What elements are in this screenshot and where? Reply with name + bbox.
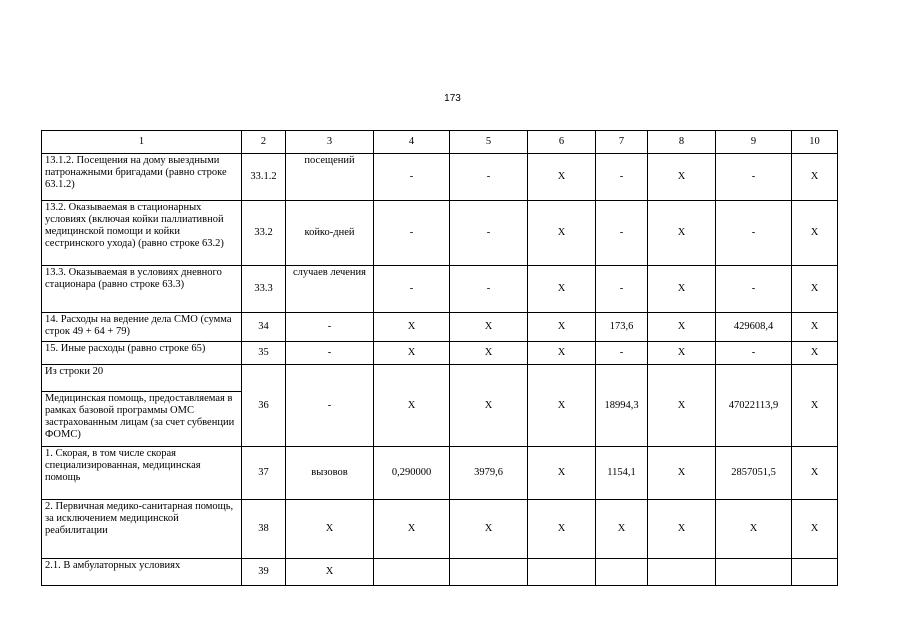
table-cell: 2857051,5 — [716, 447, 792, 500]
table-cell: Х — [792, 342, 838, 365]
data-table — [41, 130, 838, 586]
row-code: 35 — [242, 342, 286, 365]
table-cell: - — [374, 201, 450, 266]
table-cell — [648, 559, 716, 586]
table-cell: Х — [528, 313, 596, 342]
row-code: 36 — [242, 365, 286, 447]
table-cell: Х — [528, 154, 596, 201]
table-cell: - — [450, 154, 528, 201]
row-code: 33.2 — [242, 201, 286, 266]
row-label: 13.1.2. Посещения на дому выездными патронажными бригадами (равно строке 63.1.2) — [42, 154, 242, 201]
table-cell: - — [450, 201, 528, 266]
table-cell: - — [450, 266, 528, 313]
row-unit: - — [286, 342, 374, 365]
column-header: 9 — [716, 131, 792, 154]
table-cell: Х — [374, 365, 450, 447]
table-row — [42, 201, 838, 266]
table-cell: Х — [792, 447, 838, 500]
table-cell: 47022113,9 — [716, 365, 792, 447]
row-unit: койко-дней — [286, 201, 374, 266]
row-code: 38 — [242, 500, 286, 559]
table-cell — [792, 559, 838, 586]
table-row — [42, 154, 838, 201]
table-cell: Х — [792, 365, 838, 447]
row-label: 14. Расходы на ведение дела СМО (сумма строк 49 + 64 + 79) — [42, 313, 242, 342]
page-number: 173 — [444, 93, 461, 104]
table-header-row — [42, 131, 838, 154]
table-cell: Х — [792, 500, 838, 559]
table-cell: Х — [596, 500, 648, 559]
table-row — [42, 559, 838, 586]
row-code: 33.1.2 — [242, 154, 286, 201]
table-row — [42, 266, 838, 313]
table-cell: Х — [648, 313, 716, 342]
table-cell: - — [374, 266, 450, 313]
table-cell: Х — [792, 154, 838, 201]
table-cell — [528, 559, 596, 586]
table-cell: 173,6 — [596, 313, 648, 342]
column-header: 10 — [792, 131, 838, 154]
table-cell: - — [596, 266, 648, 313]
table-cell: - — [374, 154, 450, 201]
table-cell: Х — [528, 365, 596, 447]
row-label: Медицинская помощь, предоставляемая в рамках базовой программы ОМС застрахованным лицам (за счет субвенции ФОМС) — [42, 392, 242, 447]
table-cell: Х — [716, 500, 792, 559]
table-cell: Х — [792, 201, 838, 266]
table-cell: Х — [528, 500, 596, 559]
table-cell: Х — [528, 201, 596, 266]
column-header: 7 — [596, 131, 648, 154]
row-label: 13.3. Оказываемая в условиях дневного стационара (равно строке 63.3) — [42, 266, 242, 313]
table-cell — [716, 559, 792, 586]
table-cell: 18994,3 — [596, 365, 648, 447]
column-header: 1 — [42, 131, 242, 154]
row-unit: посещений — [286, 154, 374, 201]
table-cell: - — [596, 201, 648, 266]
row-unit: Х — [286, 559, 374, 586]
column-header: 3 — [286, 131, 374, 154]
column-header: 6 — [528, 131, 596, 154]
row-unit: вызовов — [286, 447, 374, 500]
column-header: 4 — [374, 131, 450, 154]
row-code: 39 — [242, 559, 286, 586]
table-cell: Х — [792, 313, 838, 342]
table-cell: - — [716, 342, 792, 365]
table-cell: - — [596, 154, 648, 201]
table-cell: Х — [374, 313, 450, 342]
table-row — [42, 447, 838, 500]
table-cell — [450, 559, 528, 586]
table-cell: Х — [648, 266, 716, 313]
table-cell: Х — [450, 500, 528, 559]
table-cell: - — [596, 342, 648, 365]
table-cell: 0,290000 — [374, 447, 450, 500]
table-cell: - — [716, 154, 792, 201]
row-label: 2.1. В амбулаторных условиях — [42, 559, 242, 586]
column-header: 2 — [242, 131, 286, 154]
table-row — [42, 500, 838, 559]
table-cell: Х — [450, 365, 528, 447]
row-label: 13.2. Оказываемая в стационарных условиях (включая койки паллиативной медицинской помощи и койки сестринского ухода) (равно строке 63.2) — [42, 201, 242, 266]
table-cell: Х — [648, 365, 716, 447]
table-cell: Х — [374, 500, 450, 559]
table-cell: Х — [792, 266, 838, 313]
row-code: 33.3 — [242, 266, 286, 313]
column-header: 8 — [648, 131, 716, 154]
row-label: 1. Скорая, в том числе скорая специализированная, медицинская помощь — [42, 447, 242, 500]
row-label: 2. Первичная медико-санитарная помощь, за исключением медицинской реабилитации — [42, 500, 242, 559]
row-unit: - — [286, 365, 374, 447]
table-row — [42, 342, 838, 365]
table-cell — [374, 559, 450, 586]
table-cell: Х — [648, 342, 716, 365]
table-cell: Х — [528, 342, 596, 365]
row-code: 37 — [242, 447, 286, 500]
row-code: 34 — [242, 313, 286, 342]
table-row — [42, 313, 838, 342]
table-cell: Х — [528, 266, 596, 313]
table-cell: Х — [374, 342, 450, 365]
row-unit: случаев лечения — [286, 266, 374, 313]
table-cell: 1154,1 — [596, 447, 648, 500]
table-cell: Х — [450, 342, 528, 365]
table-cell: Х — [648, 500, 716, 559]
row-label: 15. Иные расходы (равно строке 65) — [42, 342, 242, 365]
table-cell: 429608,4 — [716, 313, 792, 342]
row-unit: - — [286, 313, 374, 342]
table-cell: Х — [528, 447, 596, 500]
table-cell: Х — [450, 313, 528, 342]
row-unit: Х — [286, 500, 374, 559]
table-cell: Х — [648, 154, 716, 201]
table-row — [42, 365, 838, 392]
column-header: 5 — [450, 131, 528, 154]
table-cell: Х — [648, 201, 716, 266]
table-cell: Х — [648, 447, 716, 500]
table-cell — [596, 559, 648, 586]
table-cell: - — [716, 266, 792, 313]
section-label: Из строки 20 — [42, 365, 242, 392]
table-cell: - — [716, 201, 792, 266]
table-cell: 3979,6 — [450, 447, 528, 500]
